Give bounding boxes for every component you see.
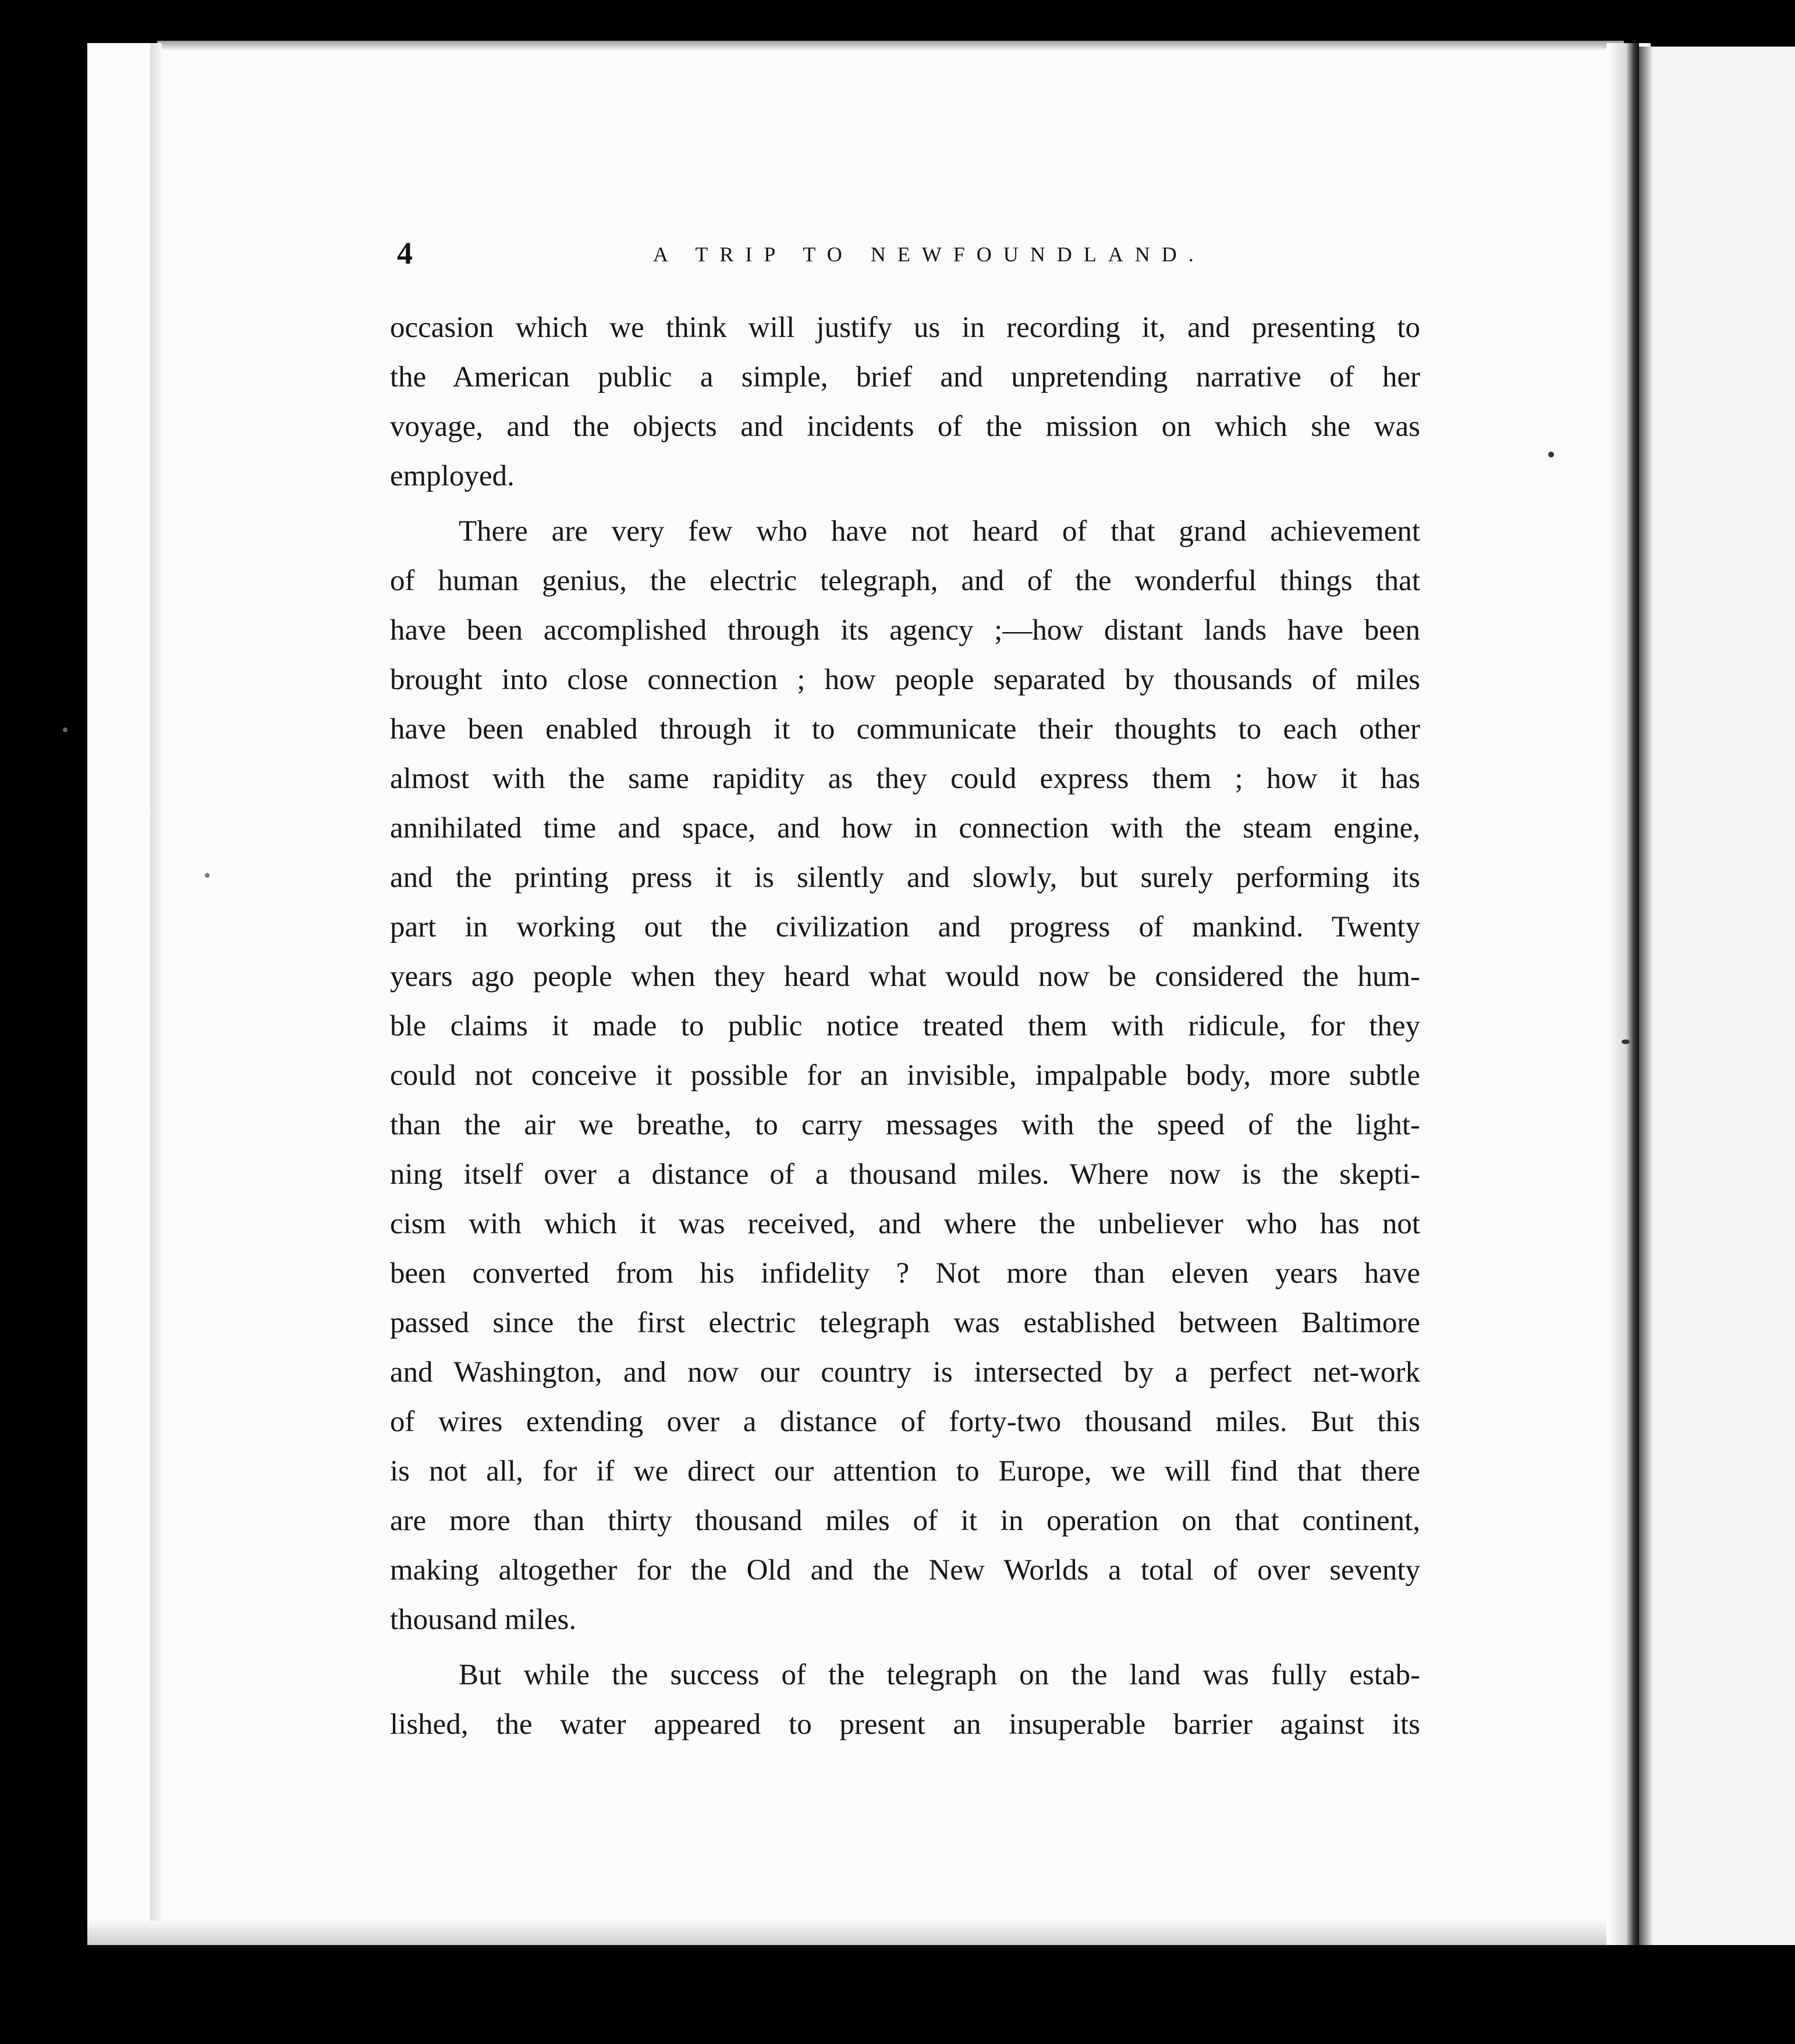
text-line: thousand miles. <box>390 1603 577 1636</box>
page-top-edge <box>157 41 1624 50</box>
text-line: annihilated time and space, and how in connection with the steam engine, <box>390 812 1420 844</box>
text-line: part in working out the civilization and progress of mankind. Twenty <box>390 911 1420 943</box>
text-line: cism with which it was received, and where the unbeliever who has not <box>390 1208 1420 1240</box>
text-line: are more than thirty thousand miles of it in operation on that continent, <box>390 1504 1420 1537</box>
running-title: A TRIP TO NEWFOUNDLAND. <box>653 243 1205 266</box>
text-line: passed since the first electric telegraph was established between Baltimore <box>390 1307 1420 1339</box>
scan-speck <box>1622 1039 1630 1044</box>
book-binding-gutter <box>1606 43 1639 1945</box>
text-line: is not all, for if we direct our attention to Europe, we will find that there <box>390 1455 1420 1488</box>
text-line: ning itself over a distance of a thousand miles. Where now is the skepti- <box>390 1158 1420 1191</box>
facing-page-edge <box>1639 47 1795 1945</box>
running-head <box>397 235 1421 276</box>
text-line: of human genius, the electric telegraph, and of the wonderful things that <box>390 565 1420 597</box>
text-line: occasion which we think will justify us in recording it, and presenting to <box>390 311 1420 344</box>
page-left-edge <box>150 43 162 1945</box>
text-line: been converted from his infidelity ? Not more than eleven years have <box>390 1257 1420 1290</box>
text-line: employed. <box>390 460 515 492</box>
text-line: voyage, and the objects and incidents of the mission on which she was <box>390 410 1420 443</box>
text-line: could not conceive it possible for an invisible, impalpable body, more subtle <box>390 1059 1420 1092</box>
text-line: years ago people when they heard what would now be considered the hum- <box>390 960 1420 993</box>
scan-speck <box>1548 452 1554 457</box>
text-line: lished, the water appeared to present an insuperable barrier against its <box>390 1708 1420 1741</box>
text-line: and the printing press it is silently and slowly, but surely performing its <box>390 861 1420 894</box>
text-line: brought into close connection ; how people separated by thousands of miles <box>390 663 1420 696</box>
text-line: the American public a simple, brief and unpretending narrative of her <box>390 361 1420 393</box>
page-number: 4 <box>397 236 413 271</box>
text-line: making altogether for the Old and the New Worlds a total of over seventy <box>390 1554 1420 1587</box>
page-bottom-edge <box>87 1921 1651 1945</box>
text-line: have been enabled through it to communicate their thoughts to each other <box>390 713 1420 746</box>
text-line: But while the success of the telegraph on the land was fully estab- <box>459 1659 1420 1691</box>
text-line: and Washington, and now our country is intersected by a perfect net-work <box>390 1356 1420 1389</box>
text-line: ble claims it made to public notice treated them with ridicule, for they <box>390 1010 1420 1042</box>
text-line: than the air we breathe, to carry messages with the speed of the light- <box>390 1109 1420 1141</box>
text-line: of wires extending over a distance of forty-two thousand miles. But this <box>390 1406 1420 1438</box>
facing-page-shadow <box>1639 47 1653 1945</box>
text-line: almost with the same rapidity as they could express them ; how it has <box>390 762 1420 795</box>
text-line: There are very few who have not heard of that grand achievement <box>459 515 1420 548</box>
text-line: have been accomplished through its agency ;—how distant lands have been <box>390 614 1420 647</box>
scan-speck <box>205 873 210 878</box>
scan-speck <box>63 728 68 732</box>
